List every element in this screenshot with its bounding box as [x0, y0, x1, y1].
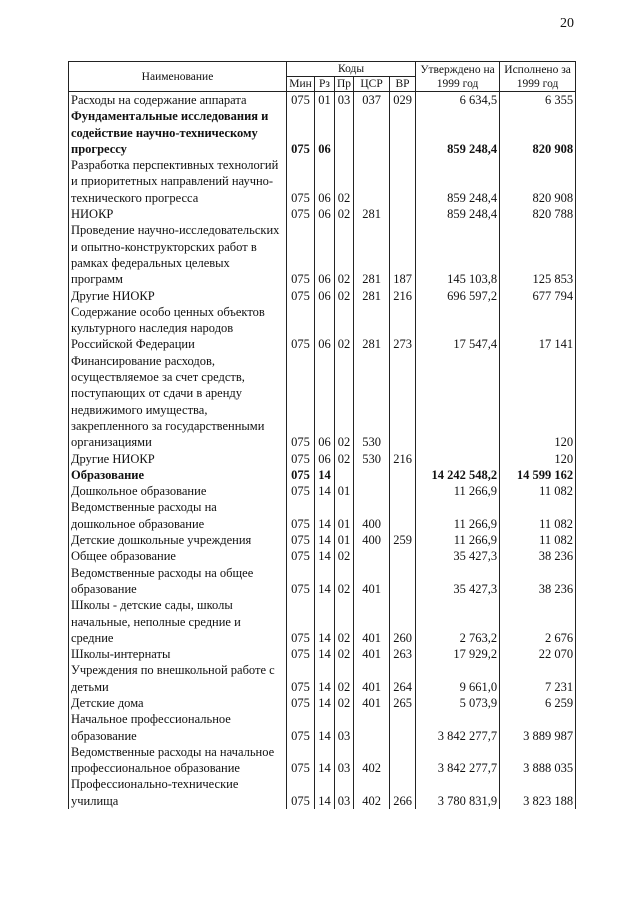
row-name: Другие НИОКР — [69, 288, 287, 304]
row-approved-value: 17 547,4 — [416, 304, 500, 353]
header-approved: Утверждено на 1999 год — [416, 62, 500, 92]
row-vr-code — [390, 499, 416, 532]
row-approved-value: 696 597,2 — [416, 288, 500, 304]
row-name: Финансирование расходов, осуществляемое за счет средств, поступающих от сдачи в аренду недвижимого имущества, закрепленного за государственными организациями — [69, 353, 287, 451]
row-name: Детские дошкольные учреждения — [69, 532, 287, 548]
row-name: Дошкольное образование — [69, 483, 287, 499]
row-approved-value: 17 929,2 — [416, 646, 500, 662]
row-executed-value: 11 082 — [500, 483, 576, 499]
row-pr-code: 02 — [335, 222, 354, 287]
row-pr-code — [335, 108, 354, 157]
row-min-code: 075 — [287, 288, 315, 304]
row-rz-code: 14 — [315, 467, 335, 483]
row-csr-code — [354, 548, 390, 564]
row-approved-value: 3 842 277,7 — [416, 744, 500, 777]
row-executed-value: 22 070 — [500, 646, 576, 662]
row-approved-value: 859 248,4 — [416, 206, 500, 222]
row-vr-code: 259 — [390, 532, 416, 548]
row-name: Ведомственные расходы на начальное профессиональное образование — [69, 744, 287, 777]
row-approved-value — [416, 353, 500, 451]
row-rz-code: 14 — [315, 646, 335, 662]
row-csr-code: 281 — [354, 304, 390, 353]
row-rz-code: 06 — [315, 353, 335, 451]
page-number: 20 — [560, 16, 574, 31]
row-approved-value: 9 661,0 — [416, 662, 500, 695]
row-approved-value: 859 248,4 — [416, 157, 500, 206]
header-pr: Пр — [335, 77, 354, 92]
row-pr-code: 02 — [335, 662, 354, 695]
row-pr-code: 02 — [335, 304, 354, 353]
row-csr-code — [354, 108, 390, 157]
row-executed-value: 38 236 — [500, 548, 576, 564]
row-name: НИОКР — [69, 206, 287, 222]
row-rz-code: 14 — [315, 711, 335, 744]
row-rz-code: 14 — [315, 695, 335, 711]
table-row — [69, 467, 576, 483]
row-name: Ведомственные расходы на дошкольное образование — [69, 499, 287, 532]
row-rz-code: 14 — [315, 548, 335, 564]
row-rz-code: 06 — [315, 157, 335, 206]
row-vr-code — [390, 744, 416, 777]
row-approved-value: 6 634,5 — [416, 92, 500, 109]
row-executed-value: 6 355 — [500, 92, 576, 109]
row-pr-code: 01 — [335, 499, 354, 532]
table-row — [69, 776, 576, 809]
row-rz-code: 14 — [315, 662, 335, 695]
row-min-code: 075 — [287, 499, 315, 532]
table-row — [69, 451, 576, 467]
row-vr-code: 216 — [390, 288, 416, 304]
row-executed-value: 7 231 — [500, 662, 576, 695]
row-executed-value: 38 236 — [500, 565, 576, 598]
row-vr-code — [390, 467, 416, 483]
row-min-code: 075 — [287, 597, 315, 646]
row-name: Школы-интернаты — [69, 646, 287, 662]
row-csr-code: 402 — [354, 744, 390, 777]
header-codes: Коды — [287, 62, 416, 77]
row-executed-value: 820 788 — [500, 206, 576, 222]
row-vr-code: 264 — [390, 662, 416, 695]
row-executed-value: 6 259 — [500, 695, 576, 711]
row-csr-code: 530 — [354, 451, 390, 467]
header-csr: ЦСР — [354, 77, 390, 92]
row-vr-code: 216 — [390, 451, 416, 467]
row-pr-code: 02 — [335, 157, 354, 206]
table-row — [69, 157, 576, 206]
row-approved-value: 145 103,8 — [416, 222, 500, 287]
row-vr-code: 029 — [390, 92, 416, 109]
row-csr-code: 281 — [354, 206, 390, 222]
table-row — [69, 548, 576, 564]
row-rz-code: 06 — [315, 222, 335, 287]
row-executed-value: 3 889 987 — [500, 711, 576, 744]
row-name: Школы - детские сады, школы начальные, неполные средние и средние — [69, 597, 287, 646]
row-executed-value: 820 908 — [500, 157, 576, 206]
row-min-code: 075 — [287, 565, 315, 598]
row-csr-code: 530 — [354, 353, 390, 451]
row-executed-value: 125 853 — [500, 222, 576, 287]
row-rz-code: 14 — [315, 744, 335, 777]
row-executed-value: 120 — [500, 451, 576, 467]
row-approved-value: 35 427,3 — [416, 565, 500, 598]
row-pr-code: 02 — [335, 288, 354, 304]
row-vr-code — [390, 353, 416, 451]
row-name: Учреждения по внешкольной работе с детьми — [69, 662, 287, 695]
row-vr-code: 266 — [390, 776, 416, 809]
row-name: Образование — [69, 467, 287, 483]
row-rz-code: 14 — [315, 565, 335, 598]
row-min-code: 075 — [287, 353, 315, 451]
row-min-code: 075 — [287, 662, 315, 695]
row-approved-value: 11 266,9 — [416, 483, 500, 499]
row-executed-value: 3 823 188 — [500, 776, 576, 809]
table-row — [69, 222, 576, 287]
row-csr-code — [354, 483, 390, 499]
row-approved-value — [416, 451, 500, 467]
row-min-code: 075 — [287, 92, 315, 109]
row-vr-code — [390, 548, 416, 564]
row-vr-code — [390, 157, 416, 206]
row-approved-value: 859 248,4 — [416, 108, 500, 157]
row-executed-value: 17 141 — [500, 304, 576, 353]
row-pr-code: 02 — [335, 695, 354, 711]
row-name: Содержание особо ценных объектов культурного наследия народов Российской Федерации — [69, 304, 287, 353]
row-csr-code: 401 — [354, 565, 390, 598]
row-csr-code: 037 — [354, 92, 390, 109]
row-executed-value: 2 676 — [500, 597, 576, 646]
row-rz-code: 06 — [315, 108, 335, 157]
row-min-code: 075 — [287, 206, 315, 222]
row-csr-code: 401 — [354, 662, 390, 695]
row-pr-code: 03 — [335, 744, 354, 777]
row-name: Ведомственные расходы на общее образование — [69, 565, 287, 598]
row-min-code: 075 — [287, 646, 315, 662]
table-row — [69, 662, 576, 695]
row-min-code: 075 — [287, 108, 315, 157]
row-min-code: 075 — [287, 532, 315, 548]
row-name: Начальное профессиональное образование — [69, 711, 287, 744]
row-vr-code — [390, 206, 416, 222]
table-header — [69, 62, 576, 92]
row-min-code: 075 — [287, 695, 315, 711]
row-vr-code: 273 — [390, 304, 416, 353]
row-approved-value: 3 842 277,7 — [416, 711, 500, 744]
row-pr-code: 02 — [335, 597, 354, 646]
header-min: Мин — [287, 77, 315, 92]
row-name: Общее образование — [69, 548, 287, 564]
row-executed-value: 677 794 — [500, 288, 576, 304]
row-min-code: 075 — [287, 744, 315, 777]
table-row — [69, 532, 576, 548]
row-pr-code: 02 — [335, 565, 354, 598]
row-rz-code: 01 — [315, 92, 335, 109]
header-executed: Исполнено за 1999 год — [500, 62, 576, 92]
row-csr-code: 401 — [354, 646, 390, 662]
row-approved-value: 2 763,2 — [416, 597, 500, 646]
header-vr: ВР — [390, 77, 416, 92]
row-csr-code: 401 — [354, 695, 390, 711]
table-body — [69, 92, 576, 810]
row-csr-code: 402 — [354, 776, 390, 809]
row-name: Расходы на содержание аппарата — [69, 92, 287, 109]
row-pr-code: 02 — [335, 353, 354, 451]
row-approved-value: 11 266,9 — [416, 499, 500, 532]
row-executed-value: 820 908 — [500, 108, 576, 157]
row-approved-value: 14 242 548,2 — [416, 467, 500, 483]
row-csr-code — [354, 467, 390, 483]
table-row — [69, 353, 576, 451]
row-csr-code: 281 — [354, 222, 390, 287]
row-pr-code: 02 — [335, 451, 354, 467]
row-rz-code: 06 — [315, 206, 335, 222]
table-row — [69, 483, 576, 499]
row-pr-code: 01 — [335, 532, 354, 548]
row-vr-code: 263 — [390, 646, 416, 662]
row-min-code: 075 — [287, 711, 315, 744]
row-approved-value: 5 073,9 — [416, 695, 500, 711]
row-vr-code — [390, 483, 416, 499]
row-executed-value: 120 — [500, 353, 576, 451]
row-executed-value: 14 599 162 — [500, 467, 576, 483]
row-rz-code: 06 — [315, 451, 335, 467]
row-min-code: 075 — [287, 304, 315, 353]
row-csr-code — [354, 711, 390, 744]
row-pr-code: 03 — [335, 711, 354, 744]
row-min-code: 075 — [287, 483, 315, 499]
row-approved-value: 11 266,9 — [416, 532, 500, 548]
row-rz-code: 14 — [315, 597, 335, 646]
table-row — [69, 695, 576, 711]
row-pr-code: 01 — [335, 483, 354, 499]
table-row — [69, 597, 576, 646]
row-name: Профессионально-технические училища — [69, 776, 287, 809]
row-name: Разработка перспективных технологий и приоритетных направлений научно-технического прогресса — [69, 157, 287, 206]
table-row — [69, 744, 576, 777]
row-executed-value: 11 082 — [500, 499, 576, 532]
row-name: Проведение научно-исследовательских и опытно-конструкторских работ в рамках федеральных целевых программ — [69, 222, 287, 287]
row-pr-code: 03 — [335, 776, 354, 809]
row-executed-value: 11 082 — [500, 532, 576, 548]
table-row — [69, 499, 576, 532]
row-rz-code: 06 — [315, 288, 335, 304]
row-approved-value: 35 427,3 — [416, 548, 500, 564]
row-pr-code — [335, 467, 354, 483]
row-pr-code: 02 — [335, 206, 354, 222]
table-row — [69, 92, 576, 109]
row-vr-code: 265 — [390, 695, 416, 711]
row-approved-value: 3 780 831,9 — [416, 776, 500, 809]
row-pr-code: 02 — [335, 548, 354, 564]
row-rz-code: 14 — [315, 499, 335, 532]
row-min-code: 075 — [287, 467, 315, 483]
row-csr-code: 400 — [354, 532, 390, 548]
row-vr-code — [390, 108, 416, 157]
row-name: Детские дома — [69, 695, 287, 711]
header-rz: Рз — [315, 77, 335, 92]
row-name: Фундаментальные исследования и содействие научно-техническому прогрессу — [69, 108, 287, 157]
row-pr-code: 03 — [335, 92, 354, 109]
row-vr-code — [390, 565, 416, 598]
table-row — [69, 646, 576, 662]
row-min-code: 075 — [287, 548, 315, 564]
budget-table — [68, 61, 576, 809]
row-min-code: 075 — [287, 776, 315, 809]
row-rz-code: 06 — [315, 304, 335, 353]
table-row — [69, 108, 576, 157]
row-name: Другие НИОКР — [69, 451, 287, 467]
header-name: Наименование — [69, 62, 287, 92]
row-pr-code: 02 — [335, 646, 354, 662]
row-rz-code: 14 — [315, 776, 335, 809]
table-row — [69, 288, 576, 304]
row-min-code: 075 — [287, 451, 315, 467]
table-row — [69, 206, 576, 222]
row-vr-code: 260 — [390, 597, 416, 646]
table-row — [69, 711, 576, 744]
row-csr-code: 281 — [354, 288, 390, 304]
table-row — [69, 565, 576, 598]
row-csr-code: 401 — [354, 597, 390, 646]
row-vr-code — [390, 711, 416, 744]
row-csr-code: 400 — [354, 499, 390, 532]
row-vr-code: 187 — [390, 222, 416, 287]
table-row — [69, 304, 576, 353]
row-rz-code: 14 — [315, 532, 335, 548]
row-min-code: 075 — [287, 222, 315, 287]
row-rz-code: 14 — [315, 483, 335, 499]
row-csr-code — [354, 157, 390, 206]
row-min-code: 075 — [287, 157, 315, 206]
row-executed-value: 3 888 035 — [500, 744, 576, 777]
